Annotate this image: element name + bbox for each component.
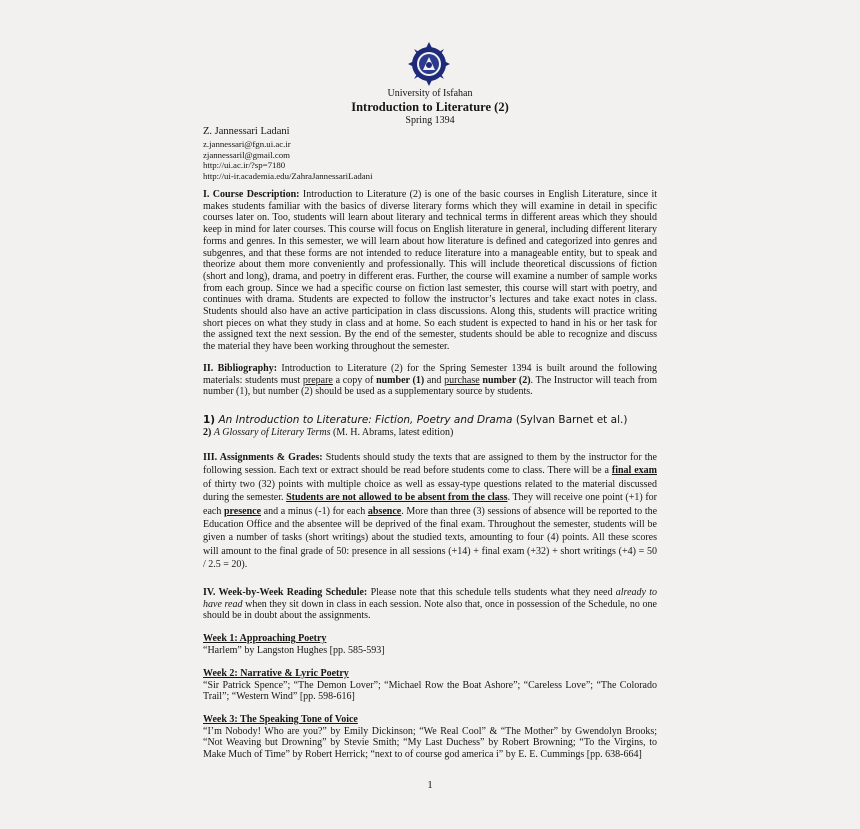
week-title: Week 1: Approaching Poetry <box>203 633 327 644</box>
week-readings: “Harlem” by Langston Hughes [pp. 585-593] <box>203 644 385 656</box>
prepare-word: prepare <box>302 374 333 386</box>
bibliography-text: Introduction to Literature (2) for the Spring Semester 1394 is built around the following materials: students must <box>203 363 658 386</box>
schedule-text: when they sit down in class in each session. Note also that, once in possession of the Schedule, no one should be in doubt about the assignments. <box>203 598 657 622</box>
book-number: 1) <box>203 414 216 426</box>
university-seal-logo <box>406 40 452 88</box>
book-item-2 <box>203 427 657 439</box>
number-2: number (2) <box>482 374 531 386</box>
absence-term: absence <box>367 505 402 517</box>
course-description-heading: I. Course Description: <box>203 189 300 200</box>
course-description-body: Introduction to Literature (2) is one of the basic courses in English Literature, since it makes students familiar with the basics of diverse literary forms which they will examine in detail in specific courses later on. Too, students will learn about literary and technical terms in different areas which they should keep in mind for later courses. This course will focus on English literature in general, including different literary forms and genres. In this semester, we will learn about how literature is defined and categorized into genres and subgenres, and that these forms are not intended to reduce literature into a manageable entity, but to speak and theorize about them more conveniently and professionally. This will include theoretical discussions of fiction (short and long), drama, and poetry in different eras. Further, the course will examine a number of sample works from each group. Since we had a specific course on fiction last semester, this course will start with poetry, and continues with drama. Students are expected to follow the instructor’s lectures and take exact notes in class. Students should also have an active participation in class discussions. Along this, students will practice writing short pieces on what they study in class and at home. So each student is expected to hand in his or her task for the assigned text the next session. By the end of the semester, students should be able to recognize and discuss the material they have been working throughout the semester. <box>203 189 658 353</box>
assignments-text: of thirty two (32) points with multiple choice as well as essay-type questions related to the material discussed during the semester. <box>203 478 657 504</box>
assignments-section <box>203 451 657 572</box>
instructor-name: Z. Jannessari Ladani <box>203 126 290 137</box>
book-list <box>203 415 657 438</box>
book-title: A Glossary of Literary Terms <box>213 426 331 438</box>
schedule-emphasis: already to have read <box>203 587 658 610</box>
assignments-text: Students should study the texts that are assigned to them by the instructor for the following session. Each text or extract should be read before students come to class. There will be a <box>203 452 657 477</box>
assignments-text: . They will receive one point (+1) for each <box>203 492 657 517</box>
number-1: number (1) <box>376 374 425 386</box>
email-2[interactable]: zjannessaril@gmail.com <box>203 149 291 160</box>
email-1[interactable]: z.jannessari@fgn.ui.ac.ir <box>203 138 291 149</box>
week-title: Week 2: Narrative & Lyric Poetry <box>203 668 349 679</box>
schedule-text: Please note that this schedule tells students what they need <box>370 587 613 598</box>
week-readings: “I’m Nobody! Who are you?” by Emily Dickinson; “We Real Cool” & “The Mother” by Gwendolyn Brooks; “Not Weaving but Drowning” by Stevie Smith; “My Last Duchess” by Robert Browning; “To the Virgins, to Make Much of Time” by Robert Herrick; “next to of course god america i” by E. E. Cummings [pp. 638-664] <box>203 725 657 761</box>
bibliography-heading: II. Bibliography: <box>203 363 278 374</box>
schedule-section <box>203 587 657 622</box>
final-exam-term: final exam <box>611 465 657 477</box>
book-number: 2) <box>203 426 212 438</box>
absence-rule: Students are not allowed to be absent from the class <box>286 492 508 504</box>
purchase-word: purchase <box>444 374 480 386</box>
url-2[interactable]: http://ui-ir.academia.edu/ZahraJannessariLadani <box>203 171 373 182</box>
assignments-text: and a minus (-1) for each <box>263 505 366 517</box>
book-item-1 <box>203 415 657 427</box>
assignments-heading: III. Assignments & Grades: <box>203 452 323 463</box>
university-name: University of Isfahan <box>387 88 473 99</box>
week-1 <box>203 633 657 656</box>
course-description-section <box>203 189 657 353</box>
schedule-heading: IV. Week-by-Week Reading Schedule: <box>203 587 368 598</box>
assignments-text: . More than three (3) sessions of absence will be reported to the Education Office and the absentee will be deprived of the final exam. Throughout the semester, students will be given a number of tasks (short writings) about the studied texts, amounting to four (4) points. All these scores will amount to the final grade of 50: presence in all sessions (+14) + final exam (+32) + short writings (+4) = 50 / 2.5 = 20). <box>203 505 658 571</box>
bibliography-section <box>203 363 657 398</box>
week-readings: “Sir Patrick Spence”; “The Demon Lover”; “Michael Row the Boat Ashore”; “Careless Love”; “The Colorado Trail”; “Western Wind” [pp. 598-616] <box>203 679 657 703</box>
instructor-contact <box>203 127 657 182</box>
book-title: An Introduction to Literature: Fiction, Poetry and Drama <box>218 414 513 426</box>
course-title: Introduction to Literature (2) <box>351 100 509 114</box>
page-number: 1 <box>427 779 433 791</box>
presence-term: presence <box>223 505 262 517</box>
week-title: Week 3: The Speaking Tone of Voice <box>203 714 358 725</box>
url-1[interactable]: http://ui.ac.ir/?sp=7180 <box>203 160 286 171</box>
bibliography-text: and <box>426 374 442 386</box>
week-3 <box>203 714 657 761</box>
week-2 <box>203 668 657 703</box>
book-author: (M. H. Abrams, latest edition) <box>333 426 454 438</box>
course-term: Spring 1394 <box>405 115 455 126</box>
book-author: (Sylvan Barnet et al.) <box>515 414 628 426</box>
bibliography-text: . The Instructor will teach from number (1), but number (2) should be used as a supplementary source by students. <box>203 374 658 398</box>
bibliography-text: a copy of <box>335 374 374 386</box>
